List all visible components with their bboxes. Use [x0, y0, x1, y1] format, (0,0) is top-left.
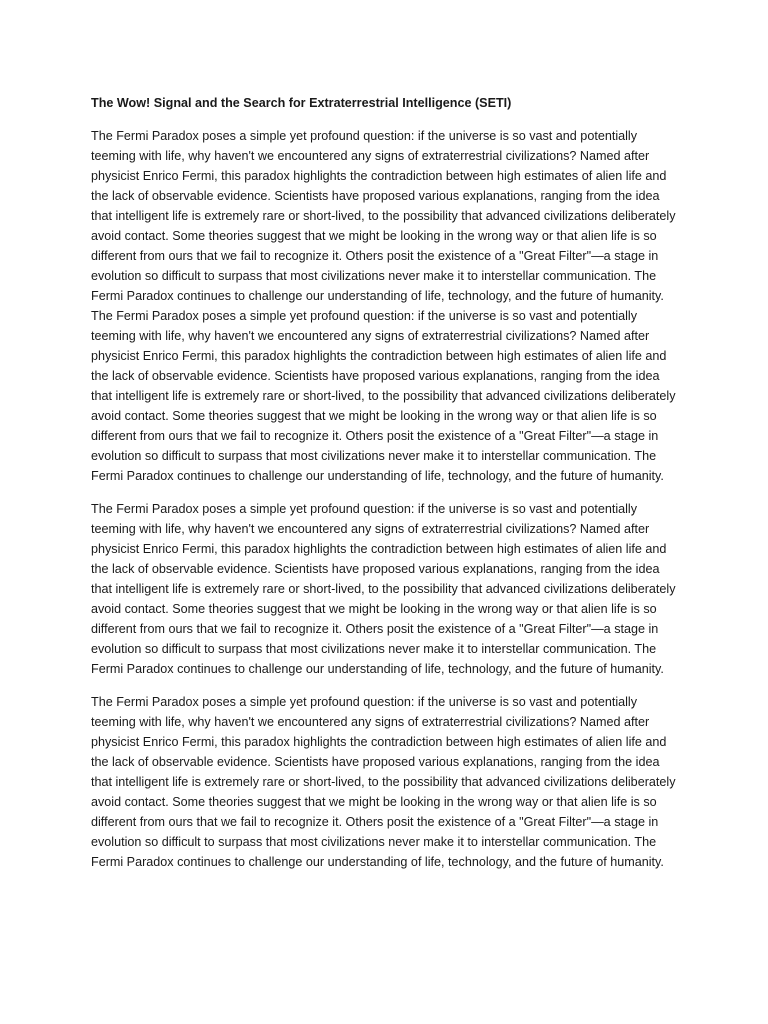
- paragraph-3: The Fermi Paradox poses a simple yet profound question: if the universe is so vast and potentially teeming with life, why haven't we encountered any signs of extraterrestrial civilizations? Named after physicist Enrico Fermi, this paradox highlights the contradiction between high estimates of alien life and the lack of observable evidence. Scientists have proposed various explanations, ranging from the idea that intelligent life is extremely rare or short-lived, to the possibility that advanced civilizations deliberately avoid contact. Some theories suggest that we might be looking in the wrong way or that alien life is so different from ours that we fail to recognize it. Others posit the existence of a "Great Filter"—a stage in evolution so difficult to surpass that most civilizations never make it to interstellar communication. The Fermi Paradox continues to challenge our understanding of life, technology, and the future of humanity.: [91, 695, 676, 869]
- paragraph-1: The Fermi Paradox poses a simple yet profound question: if the universe is so vast and potentially teeming with life, why haven't we encountered any signs of extraterrestrial civilizations? Named after physicist Enrico Fermi, this paradox highlights the contradiction between high estimates of alien life and the lack of observable evidence. Scientists have proposed various explanations, ranging from the idea that intelligent life is extremely rare or short-lived, to the possibility that advanced civilizations deliberately avoid contact. Some theories suggest that we might be looking in the wrong way or that alien life is so different from ours that we fail to recognize it. Others posit the existence of a "Great Filter"—a stage in evolution so difficult to surpass that most civilizations never make it to interstellar communication. The Fermi Paradox continues to challenge our understanding of life, technology, and the future of humanity. The Fermi Paradox poses a simple yet profound question: if the universe is so vast and potentially teeming with life, why haven't we encountered any signs of extraterrestrial civilizations? Named after physicist Enrico Fermi, this paradox highlights the contradiction between high estimates of alien life and the lack of observable evidence. Scientists have proposed various explanations, ranging from the idea that intelligent life is extremely rare or short-lived, to the possibility that advanced civilizations deliberately avoid contact. Some theories suggest that we might be looking in the wrong way or that alien life is so different from ours that we fail to recognize it. Others posit the existence of a "Great Filter"—a stage in evolution so difficult to surpass that most civilizations never make it to interstellar communication. The Fermi Paradox continues to challenge our understanding of life, technology, and the future of humanity.: [91, 129, 676, 483]
- document-body: [91, 93, 681, 885]
- document-title: The Wow! Signal and the Search for Extraterrestrial Intelligence (SETI): [91, 96, 512, 110]
- paragraph-2: The Fermi Paradox poses a simple yet profound question: if the universe is so vast and potentially teeming with life, why haven't we encountered any signs of extraterrestrial civilizations? Named after physicist Enrico Fermi, this paradox highlights the contradiction between high estimates of alien life and the lack of observable evidence. Scientists have proposed various explanations, ranging from the idea that intelligent life is extremely rare or short-lived, to the possibility that advanced civilizations deliberately avoid contact. Some theories suggest that we might be looking in the wrong way or that alien life is so different from ours that we fail to recognize it. Others posit the existence of a "Great Filter"—a stage in evolution so difficult to surpass that most civilizations never make it to interstellar communication. The Fermi Paradox continues to challenge our understanding of life, technology, and the future of humanity.: [91, 502, 676, 676]
